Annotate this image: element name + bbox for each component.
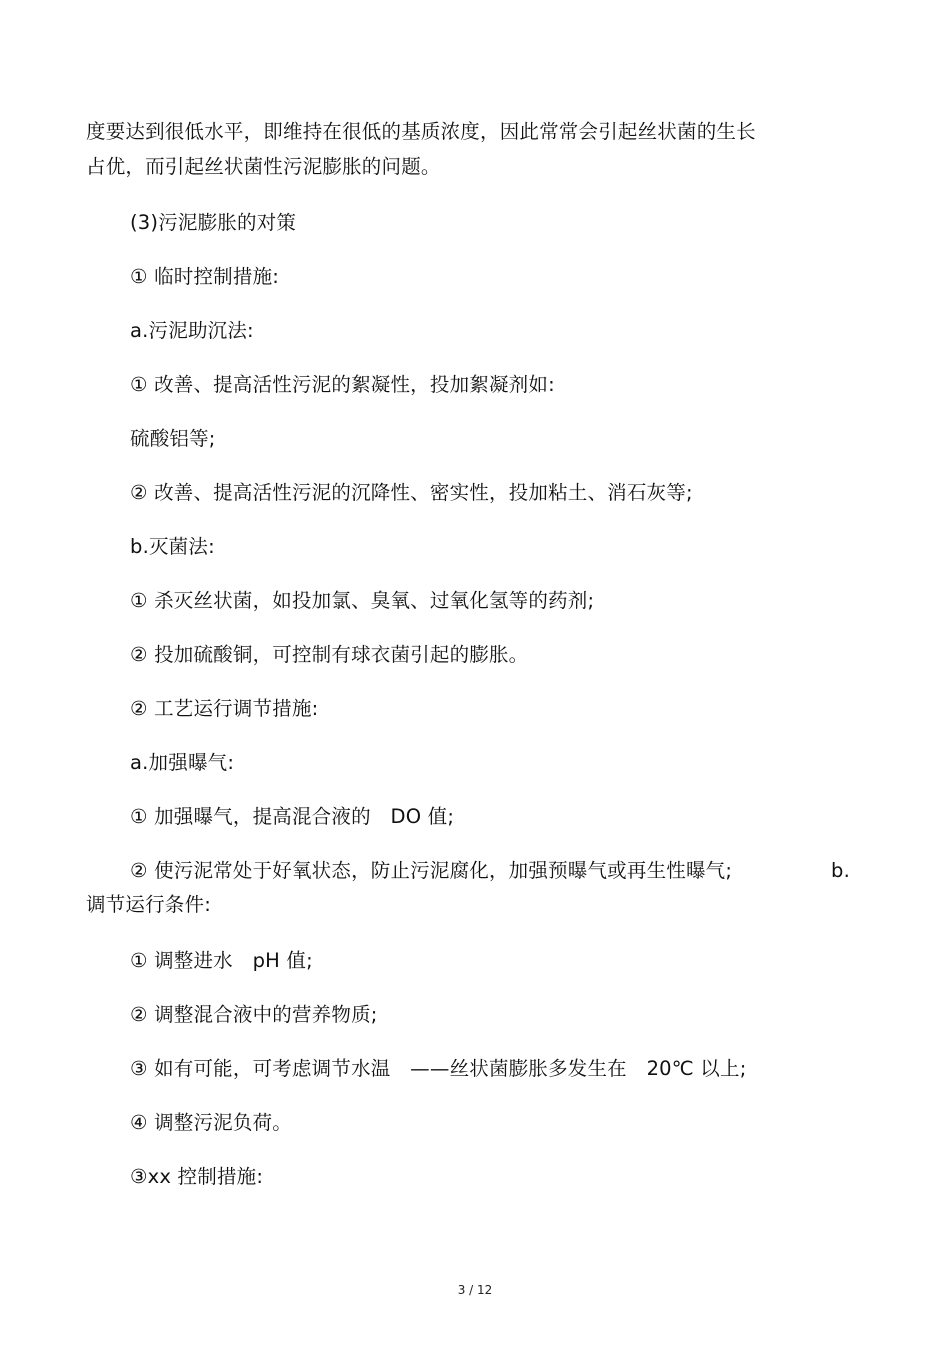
list-heading: a.加强曝气: <box>130 751 235 774</box>
list-item: ② 改善、提高活性污泥的沉降性、密实性，投加粘土、消石灰等; <box>130 481 693 504</box>
list-item: ③ 如有可能，可考虑调节水温 ——丝状菌膨胀多发生在 20℃ 以上; <box>130 1057 747 1080</box>
list-item: ② 使污泥常处于好氧状态，防止污泥腐化，加强预曝气或再生性曝气; <box>130 859 733 882</box>
subsection-heading: ① 临时控制措施: <box>130 265 280 288</box>
list-item: ② 投加硫酸铜，可控制有球衣菌引起的膨胀。 <box>130 643 529 666</box>
list-item: ① 调整进水 pH 值; <box>130 949 313 972</box>
paragraph-line: 度要达到很低水平，即维持在很低的基质浓度，因此常常会引起丝状菌的生长 <box>86 120 756 143</box>
list-heading-marker: b. <box>831 859 850 882</box>
section-heading: (3)污泥膨胀的对策 <box>130 211 297 234</box>
paragraph-line: 占优，而引起丝状菌性污泥膨胀的问题。 <box>86 155 441 178</box>
list-heading: 调节运行条件: <box>86 893 211 916</box>
list-item-continuation: 硫酸铝等; <box>130 427 216 450</box>
list-item: ① 加强曝气，提高混合液的 DO 值; <box>130 805 455 828</box>
list-item: ① 改善、提高活性污泥的絮凝性，投加絮凝剂如: <box>130 373 555 396</box>
list-heading: a.污泥助沉法: <box>130 319 254 342</box>
list-item: ④ 调整污泥负荷。 <box>130 1111 292 1134</box>
subsection-heading: ② 工艺运行调节措施: <box>130 697 319 720</box>
list-heading: b.灭菌法: <box>130 535 215 558</box>
page-number: 3 / 12 <box>457 1283 493 1297</box>
subsection-heading: ③xx 控制措施: <box>130 1165 264 1188</box>
list-item: ② 调整混合液中的营养物质; <box>130 1003 378 1026</box>
list-item: ① 杀灭丝状菌，如投加氯、臭氧、过氧化氢等的药剂; <box>130 589 595 612</box>
